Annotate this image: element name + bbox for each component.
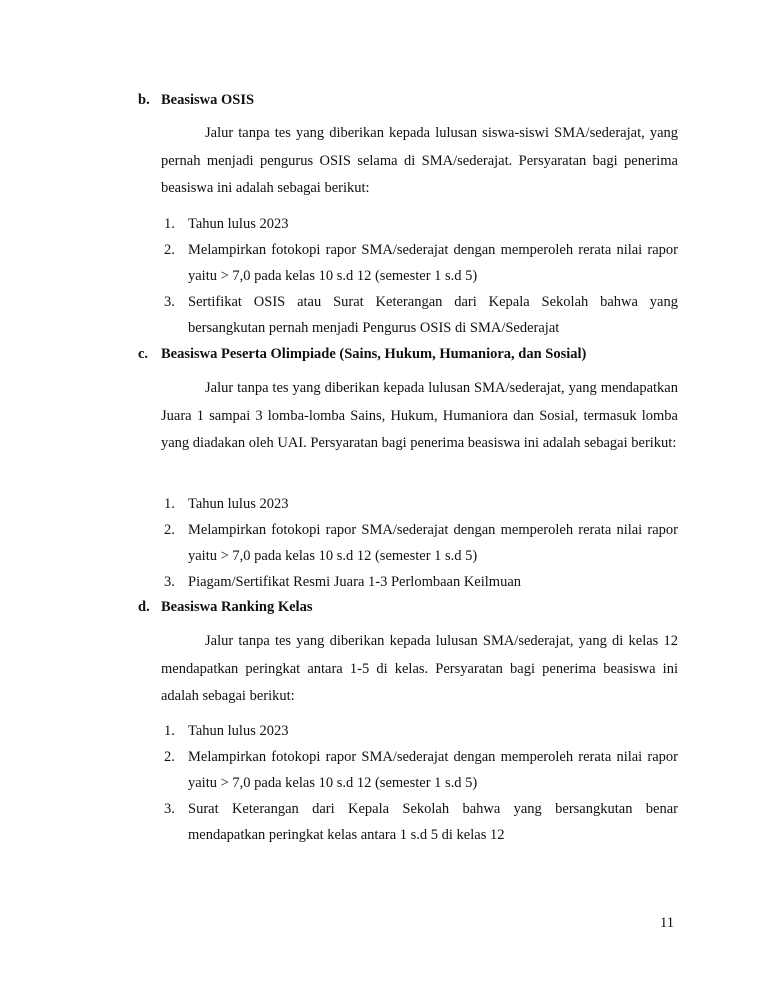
- list-text: Melampirkan fotokopi rapor SMA/sederajat dengan memperoleh rerata nilai rapor yaitu > 7,0 pada kelas 10 s.d 12 (semester 1 s.d 5): [188, 522, 678, 564]
- list-text: Tahun lulus 2023: [188, 723, 289, 739]
- list-number: 2.: [164, 749, 175, 765]
- list-text: Surat Keterangan dari Kepala Sekolah bahwa yang bersangkutan benar mendapatkan peringkat kelas antara 1 s.d 5 di kelas 12: [188, 801, 678, 843]
- list-text: Melampirkan fotokopi rapor SMA/sederajat dengan memperoleh rerata nilai rapor yaitu > 7,0 pada kelas 10 s.d 12 (semester 1 s.d 5): [188, 242, 678, 284]
- list-text: Tahun lulus 2023: [188, 216, 289, 232]
- list-item: [161, 718, 678, 744]
- list-item: [161, 796, 678, 848]
- list-item: [161, 569, 678, 595]
- list-item: [161, 491, 678, 517]
- list-item: [161, 211, 678, 237]
- section-title: Beasiswa OSIS: [161, 92, 255, 108]
- list-text: Tahun lulus 2023: [188, 496, 289, 512]
- list-item: [161, 237, 678, 289]
- section-letter: d.: [138, 599, 150, 615]
- requirements-list-c: [161, 491, 678, 595]
- list-number: 3.: [164, 574, 175, 590]
- list-number: 1.: [164, 723, 175, 739]
- list-text: Piagam/Sertifikat Resmi Juara 1-3 Perlombaan Keilmuan: [188, 574, 522, 590]
- section-letter: b.: [138, 92, 150, 108]
- section-title: Beasiswa Peserta Olimpiade (Sains, Hukum, Humaniora, dan Sosial): [161, 346, 587, 362]
- list-item: [161, 517, 678, 569]
- list-number: 2.: [164, 522, 175, 538]
- section-paragraph-b: Jalur tanpa tes yang diberikan kepada lulusan siswa-siswi SMA/sederajat, yang pernah menjadi pengurus OSIS selama di SMA/sederajat. Persyaratan bagi penerima beasiswa ini adalah sebagai berikut:: [161, 125, 678, 196]
- list-number: 1.: [164, 216, 175, 232]
- list-text: Sertifikat OSIS atau Surat Keterangan dari Kepala Sekolah bahwa yang bersangkutan pernah menjadi Pengurus OSIS di SMA/Sederajat: [188, 294, 678, 336]
- list-item: [161, 289, 678, 341]
- requirements-list-d: [161, 718, 678, 848]
- requirements-list-b: [161, 211, 678, 341]
- list-number: 2.: [164, 242, 175, 258]
- list-number: 3.: [164, 294, 175, 310]
- page-number: 11: [660, 915, 674, 931]
- list-text: Melampirkan fotokopi rapor SMA/sederajat dengan memperoleh rerata nilai rapor yaitu > 7,0 pada kelas 10 s.d 12 (semester 1 s.d 5): [188, 749, 678, 791]
- list-number: 1.: [164, 496, 175, 512]
- section-heading-c: [138, 346, 586, 363]
- list-number: 3.: [164, 801, 175, 817]
- section-paragraph-d: Jalur tanpa tes yang diberikan kepada lulusan SMA/sederajat, yang di kelas 12 mendapatkan peringkat antara 1-5 di kelas. Persyaratan bagi penerima beasiswa ini adalah sebagai berikut:: [161, 633, 678, 704]
- list-item: [161, 744, 678, 796]
- section-letter: c.: [138, 346, 149, 362]
- section-heading-d: [138, 599, 312, 616]
- section-paragraph-c: Jalur tanpa tes yang diberikan kepada lulusan SMA/sederajat, yang mendapatkan Juara 1 sampai 3 lomba-lomba Sains, Hukum, Humaniora dan Sosial, termasuk lomba yang diadakan oleh UAI. Persyaratan bagi penerima beasiswa ini adalah sebagai berikut:: [161, 380, 678, 451]
- section-heading-b: [138, 92, 254, 109]
- section-title: Beasiswa Ranking Kelas: [161, 599, 313, 615]
